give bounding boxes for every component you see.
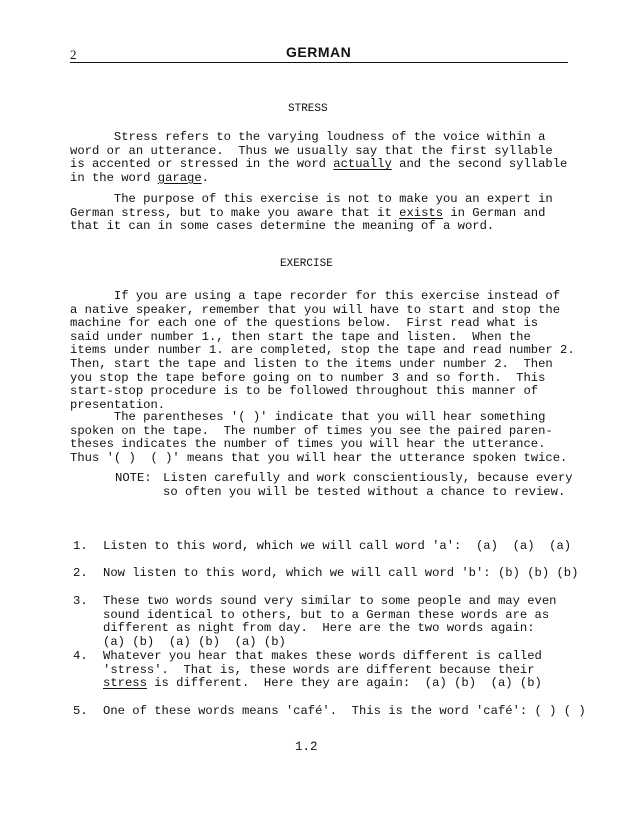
page-footer: 1.2 xyxy=(295,740,318,754)
item-number: 4. xyxy=(73,649,88,663)
note-label: NOTE: xyxy=(115,471,152,485)
item-number: 2. xyxy=(73,566,88,580)
text-line: If you are using a tape recorder for this exercise instead of xyxy=(70,289,561,303)
text-line: machine for each one of the questions below. First read what is xyxy=(70,316,539,331)
text-line: is different. Here they are again: (a) (b) (a) (b) xyxy=(146,676,542,691)
text-line: and the second syllable xyxy=(391,157,568,172)
text-line: Stress refers to the varying loudness of the voice within a xyxy=(70,130,546,144)
text-line: different as night from day. Here are the two words again: xyxy=(103,621,535,636)
text-line: Listen carefully and work conscientiously, because every xyxy=(163,471,573,485)
text-line: Then, start the tape and listen to the items under number 2. Then xyxy=(70,356,553,371)
page-number: 2 xyxy=(70,47,77,62)
text-line: One of these words means 'café'. This is the word 'café': ( ) ( ) xyxy=(103,704,586,718)
underlined-word: stress xyxy=(103,676,147,691)
exercise-heading: EXERCISE xyxy=(280,258,333,270)
exercise-paragraph-1 xyxy=(70,290,575,412)
text-line: is accented or stressed in the word xyxy=(70,157,334,172)
list-item xyxy=(103,540,571,554)
item-number: 5. xyxy=(73,704,88,718)
text-line: presentation. xyxy=(70,397,166,412)
text-line: in the word xyxy=(70,170,158,185)
text-line: The parentheses '( )' indicate that you will hear something xyxy=(70,410,546,424)
text-line: theses indicates the number of times you will hear the utterance. xyxy=(70,437,546,452)
text-line: Listen to this word, which we will call word 'a': (a) (a) (a) xyxy=(103,539,572,553)
text-line: a native speaker, remember that you will have to start and stop the xyxy=(70,302,561,317)
list-item xyxy=(103,595,556,649)
item-number: 3. xyxy=(73,594,88,608)
text-line: These two words sound very similar to some people and may even xyxy=(103,594,557,608)
stress-paragraph-1 xyxy=(70,131,567,185)
text-line: items under number 1. are completed, stop the tape and read number 2. xyxy=(70,343,575,358)
underlined-word: exists xyxy=(399,205,444,220)
text-line: in German and xyxy=(443,205,546,220)
stress-paragraph-2 xyxy=(70,193,553,234)
list-item xyxy=(103,705,586,719)
text-line: sound identical to others, but to a German these words are as xyxy=(103,607,550,622)
text-line: that it can in some cases determine the meaning of a word. xyxy=(70,219,495,234)
text-line: spoken on the tape. The number of times you see the paired paren- xyxy=(70,423,553,438)
text-line: Whatever you hear that makes these words different is called xyxy=(103,649,542,663)
list-item xyxy=(103,567,578,581)
note-text xyxy=(163,472,573,499)
underlined-word: garage xyxy=(157,170,202,185)
stress-heading: STRESS xyxy=(288,103,328,115)
item-number: 1. xyxy=(73,539,88,553)
list-item xyxy=(103,650,542,691)
text-line: Thus '( ) ( )' means that you will hear the utterance spoken twice. xyxy=(70,450,568,465)
text-line: 'stress'. That is, these words are different because their xyxy=(103,662,535,677)
text-line: start-stop procedure is to be followed throughout this manner of xyxy=(70,384,539,399)
text-line: so often you will be tested without a chance to review. xyxy=(163,484,566,499)
text-line: you stop the tape before going on to number 3 and so forth. This xyxy=(70,370,546,385)
text-line: said under number 1., then start the tape and listen. When the xyxy=(70,329,531,344)
text-line: German stress, but to make you aware that it xyxy=(70,205,400,220)
header-rule xyxy=(70,62,568,63)
text-line: Now listen to this word, which we will call word 'b': (b) (b) (b) xyxy=(103,566,579,580)
text-line: The purpose of this exercise is not to make you an expert in xyxy=(70,192,553,206)
text-line: (a) (b) (a) (b) (a) (b) xyxy=(103,634,286,649)
text-line: word or an utterance. Thus we usually say that the first syllable xyxy=(70,143,553,158)
underlined-word: actually xyxy=(333,157,392,172)
page-title: GERMAN xyxy=(286,44,352,60)
text-line: . xyxy=(201,170,209,185)
exercise-paragraph-2 xyxy=(70,411,567,465)
